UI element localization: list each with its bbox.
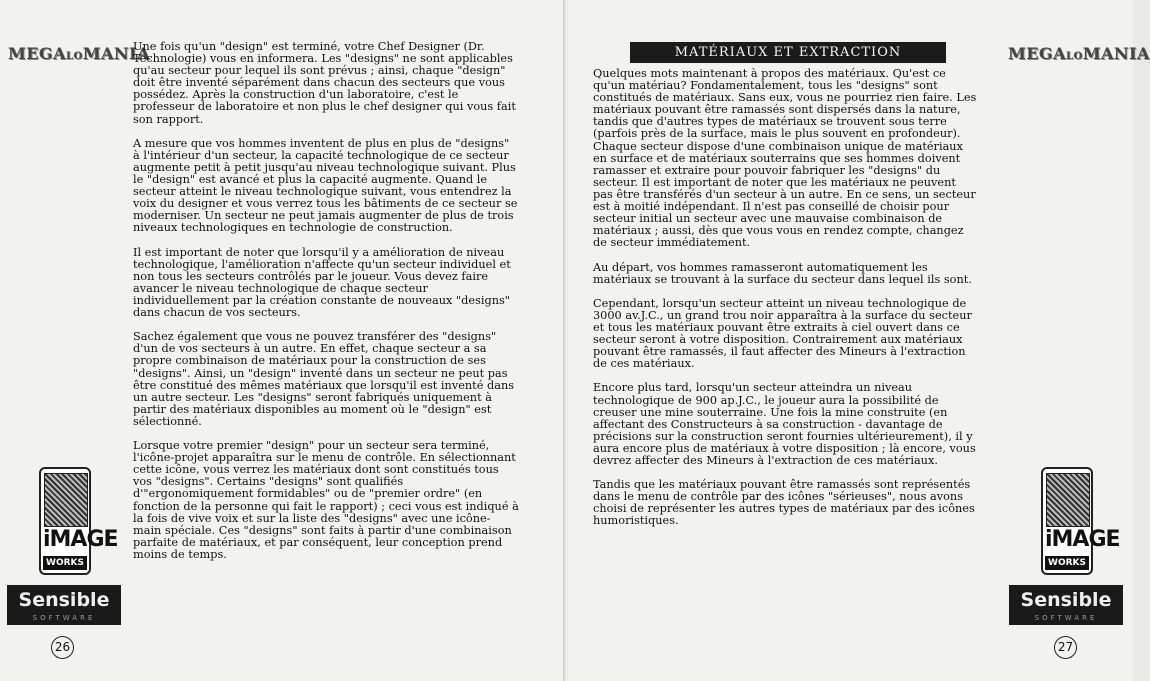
sensible-software-logo: Sensible SOFTWARE bbox=[7, 585, 121, 625]
image-works-logo: iMAGE WORKS bbox=[39, 467, 91, 575]
image-works-emblem-icon bbox=[1046, 473, 1090, 527]
megalomania-logo: MEGALOMANIA bbox=[1008, 44, 1150, 63]
section-title: MATÉRIAUX ET EXTRACTION bbox=[630, 42, 946, 63]
sensible-software-logo: Sensible SOFTWARE bbox=[1009, 585, 1123, 625]
right-body-text: Quelques mots maintenant à propos des matériaux. Qu'est ce qu'un matériau? Fondamentalement, tous les "designs" sont constitués de matériaux. Sans eux, vous ne pourriez rien faire. Les matériaux pouvant être ramassés sont dispersés dans la nature, tandis que d'autres types de matériaux se trouvent sous terre (parfois près de la surface, mais le plus souvent en profondeur). Chaque secteur dispose d'une combinaison unique de matériaux en surface et de matériaux souterrains que ses hommes doivent ramasser et extraire pour pouvoir fabriquer les "designs" du secteur. Il est important de noter que les matériaux ne peuvent pas être transférés d'un secteur à un autre. En ce sens, un secteur est à moitié indépendant. Il n'est pas conseillé de choisir pour secteur initial un secteur avec une mauvaise combinaison de matériaux ; aussi, dès que vous vous en rendez compte, changez de secteur immédiatement. Au départ, vos hommes ramasseront automatiquement les matériaux se trouvant à la surface du secteur dans lequel ils sont. Cependant, lorsqu'un secteur atteint un niveau technologique de 3000 av.J.C., un grand trou noir apparaîtra à la surface du secteur et tous les matériaux pouvant être extraits à ciel ouvert dans ce secteur seront à votre disposition. Contrairement aux matériaux pouvant être ramassés, il faut affecter des Mineurs à l'extraction de ces matériaux. Encore plus tard, lorsqu'un secteur atteindra un niveau technologique de 900 ap.J.C., le joueur aura la possibilité de creuser une mine souterraine. Une fois la mine construite (en affectant des Constructeurs à sa construction - davantage de précisions sur la construction seront fournies ultérieurement), il y aura encore plus de matériaux à votre disposition ; là encore, vous devrez affecter des Mineurs à l'extraction de ces matériaux. Tandis que les matériaux pouvant être ramassés sont représentés dans le menu de contrôle par des icônes "sérieuses", nous avons choisi de représenter les autres types de matériaux par des icônes humoristiques. bbox=[593, 67, 977, 528]
megalomania-logo: MEGALOMANIA bbox=[8, 44, 150, 63]
page-number: 26 bbox=[51, 636, 74, 659]
right-page bbox=[568, 0, 1150, 681]
image-works-logo: iMAGE WORKS bbox=[1041, 467, 1093, 575]
left-body-text: Une fois qu'un "design" est terminé, votre Chef Designer (Dr. Technologie) vous en informera. Les "designs" ne sont applicables qu'au secteur pour lequel ils sont prévus ; ainsi, chaque "design" doit être inventé séparément dans chacun des secteurs que vous possédez. Après la construction d'un laboratoire, c'est le professeur de laboratoire et non plus le chef designer qui vous fait son rapport. A mesure que vos hommes inventent de plus en plus de "designs" à l'intérieur d'un secteur, la capacité technologique de ce secteur augmente petit à petit jusqu'au niveau technologique suivant. Plus le "design" est avancé et plus la capacité augmente. Quand le secteur atteint le niveau technologique suivant, vous entendrez la voix du designer et vous verrez tous les bâtiments de ce secteur se moderniser. Un secteur ne peut jamais augmenter de plus de trois niveaux technologiques en technologie de construction. Il est important de noter que lorsqu'il y a amélioration de niveau technologique, l'amélioration n'affecte qu'un secteur individuel et non tous les secteurs contrôlés par le joueur. Vous devez faire avancer le niveau technologique de chaque secteur individuellement par la création constante de nouveaux "designs" dans chacun de vos secteurs. Sachez également que vous ne pouvez transférer des "designs" d'un de vos secteurs à un autre. En effet, chaque secteur a sa propre combinaison de matériaux pour la construction de ses "designs". Ainsi, un "design" inventé dans un secteur ne peut pas être constitué des mêmes matériaux que lorsqu'il est inventé dans un autre secteur. Les "designs" seront fabriqués uniquement à partir des matériaux disponibles au moment où le "design" est sélectionné. Lorsque votre premier "design" pour un secteur sera terminé, l'icône-projet apparaîtra sur le menu de contrôle. En sélectionnant cette icône, vous verrez les matériaux dont sont constitués tous vos "designs". Certains "designs" sont qualifiés d'"ergonomiquement formidables" ou de "premier ordre" (en fonction de la personne qui fait le rapport) ; ceci vous est indiqué à la fois de vive voix et sur la liste des "designs" avec une icône- main spéciale. Ces "designs" sont faits à partir d'une combinaison parfaite de matériaux, et par conséquent, leur conception prend moins de temps. bbox=[133, 40, 519, 561]
left-page bbox=[0, 0, 565, 681]
image-works-emblem-icon bbox=[44, 473, 88, 527]
page-number: 27 bbox=[1054, 636, 1077, 659]
